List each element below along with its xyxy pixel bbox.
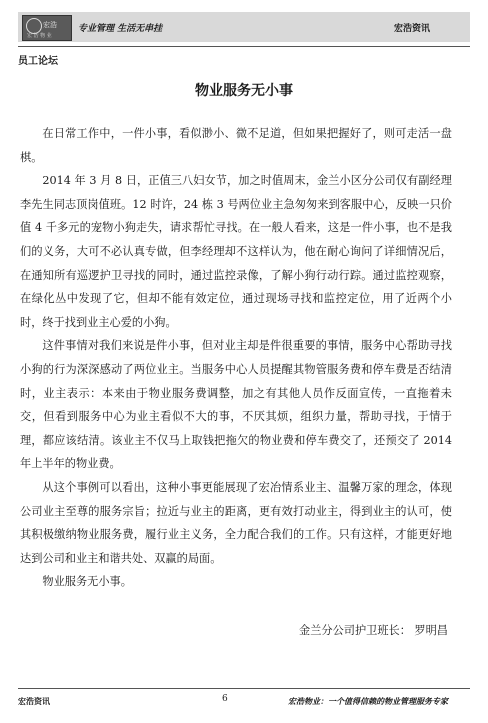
header-slogan: 专业管理 生活无串挂 [78,24,163,34]
author-signature: 金兰分公司护卫班长： 罗明昌 [299,624,448,637]
article-title: 物业服务无小事 [195,83,293,99]
footer-publication-name: 宏浩资讯 [18,697,50,706]
logo-text: 宏浩 [43,21,57,29]
page-number: 6 [222,694,228,704]
section-label: 员工论坛 [18,56,58,67]
footer-tagline: 宏浩物业：一个值得信赖的物业管理服务专家 [288,697,448,706]
paragraph: 2014 年 3 月 8 日，正值三八妇女节，加之时值周末，金兰小区分公司仅有副经理李先生同志顶岗值班。12 时许，24 栋 3 号两位业主急匆匆来到客服中心，反映一只价值 4 千多元的宠物小狗走失，请求帮忙寻找。在一般人看来，这是一件小事，也不是我们的义务，大可不必认真专做，但李经理却不这样认为，他在耐心询问了详细情况后，在通知所有巡逻护卫寻找的同时，通过监控录像，了解小狗行动行踪。通过监控观察，在绿化丛中发现了它，但却不能有效定位，通过现场寻找和监控定位，用了近两个小时，终于找到业主心爱的小狗。 [20,174,452,329]
header-divider [18,46,470,47]
paragraph: 从这个事例可以看出，这种小事更能展现了宏冶情系业主、温馨万家的理念，体现公司业主至尊的服务宗旨；拉近与业主的距离，更有效打动业主，得到业主的认可，使其积极缴纳物业服务费，履行业主义务，全力配合我们的工作。只有这样，才能更好地达到公司和业主和谐共处、双赢的局面。 [20,480,452,565]
logo-subtext: 宏 浩 物 业 [27,33,52,39]
footer-divider [18,688,470,689]
paragraph: 物业服务无小事。 [42,575,132,589]
paragraph: 在日常工作中，一件小事，看似渺小、微不足道，但如果把握好了，则可走活一盘棋。 [20,127,452,164]
paragraph: 这件事情对我们来说是件小事，但对业主却是件很重要的事情，服务中心帮助寻找小狗的行为深深感动了两位业主。当服务中心人员提醒其物管服务费和停车费是否结清时，业主表示：本来由于物业服务费调整，加之有其他人员作反面宣传，一直拖着未交，但看到服务中心为业主看似不大的事，不厌其烦，组织力量，帮助寻找，于情于理，都应该结清。该业主不仅马上取钱把拖欠的物业费和停车费交了，还预交了 2014 年上半年的物业费。 [20,339,452,471]
company-logo [22,15,72,41]
page-header [18,12,470,42]
header-publication-name: 宏浩资讯 [393,24,430,34]
article-body [20,122,452,594]
